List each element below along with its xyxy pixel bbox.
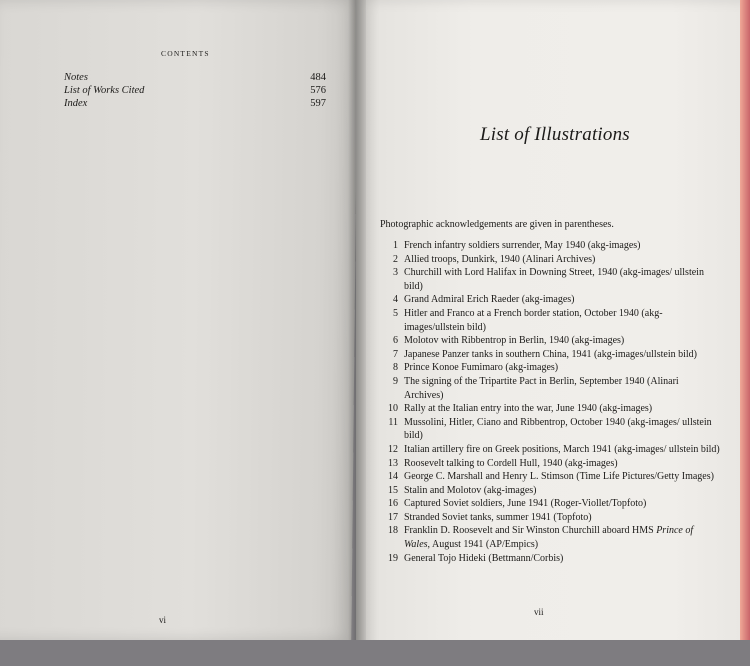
list-item <box>380 361 720 375</box>
item-number: 18 <box>388 525 398 537</box>
item-number: 2 <box>393 253 398 265</box>
item-number: 16 <box>388 498 398 510</box>
page-number-right: vii <box>534 607 544 617</box>
item-text: French infantry soldiers surrender, May 1940 (akg-images) <box>404 240 641 251</box>
item-text-part: Franklin D. Roosevelt and Sir Winston Churchill aboard HMS <box>404 525 657 537</box>
book-gutter <box>348 0 366 650</box>
table-of-contents <box>64 71 326 110</box>
item-text: General Tojo Hideki (Bettmann/Corbis) <box>404 552 564 564</box>
ship-name: Prince of Wales <box>404 525 694 551</box>
list-item <box>380 443 720 457</box>
toc-page: 484 <box>310 72 326 83</box>
item-text: Captured Soviet soldiers, June 1941 (Roger-Viollet/Topfoto) <box>404 498 647 510</box>
item-number: 7 <box>393 348 398 360</box>
list-item <box>380 375 720 402</box>
list-item <box>380 402 720 416</box>
item-number: 13 <box>388 457 398 469</box>
item-number: 3 <box>393 267 398 279</box>
toc-row <box>64 97 326 110</box>
item-text-part: , August 1941 (AP/Empics) <box>427 539 539 551</box>
item-text: Italian artillery fire on Greek positions, March 1941 (akg-images/ ullstein bild) <box>404 443 720 455</box>
list-item <box>380 239 720 253</box>
list-item <box>380 307 720 334</box>
list-item <box>380 497 720 511</box>
item-text: Mussolini, Hitler, Ciano and Ribbentrop, October 1940 (akg-images/ ullstein bild) <box>404 416 712 442</box>
item-text <box>404 525 693 550</box>
acknowledgement-note: Photographic acknowledgements are given in parentheses. <box>380 219 614 230</box>
item-number: 5 <box>393 307 398 319</box>
list-item <box>380 524 720 551</box>
item-number: 10 <box>388 403 398 415</box>
item-number: 19 <box>388 552 398 564</box>
list-item <box>380 457 720 471</box>
page-title: List of Illustrations <box>480 124 630 145</box>
toc-page: 576 <box>310 85 326 96</box>
item-text: Hitler and Franco at a French border station, October 1940 (akg-images/ullstein bild) <box>404 307 663 333</box>
item-text: Japanese Panzer tanks in southern China, 1941 (akg-images/ullstein bild) <box>404 348 697 360</box>
item-number: 1 <box>393 240 398 251</box>
item-number: 11 <box>388 416 398 428</box>
item-text: Prince Konoe Fumimaro (akg-images) <box>404 362 559 374</box>
list-item <box>380 511 720 525</box>
item-number: 6 <box>393 335 398 347</box>
item-number: 8 <box>393 362 398 374</box>
list-item <box>380 552 720 566</box>
illustration-list <box>380 239 720 565</box>
item-number: 12 <box>388 443 398 455</box>
item-number: 17 <box>388 511 398 523</box>
list-item <box>380 348 720 362</box>
page-number-left: vi <box>159 615 167 625</box>
item-number: 15 <box>388 484 398 496</box>
item-text: Stranded Soviet tanks, summer 1941 (Topfoto) <box>404 511 592 523</box>
item-text: The signing of the Tripartite Pact in Berlin, September 1940 (Alinari Archives) <box>404 375 679 401</box>
item-text: Stalin and Molotov (akg-images) <box>404 484 537 496</box>
item-text: George C. Marshall and Henry L. Stimson (Time Life Pictures/Getty Images) <box>404 471 714 483</box>
item-text: Roosevelt talking to Cordell Hull, 1940 (akg-images) <box>404 457 618 469</box>
toc-page: 597 <box>310 98 326 109</box>
item-number: 9 <box>393 375 398 387</box>
item-text: Churchill with Lord Halifax in Downing Street, 1940 (akg-images/ ullstein bild) <box>404 267 704 292</box>
background-edge <box>740 0 750 666</box>
list-item <box>380 266 720 293</box>
item-text: Rally at the Italian entry into the war, June 1940 (akg-images) <box>404 403 653 415</box>
list-item <box>380 470 720 484</box>
list-item <box>380 293 720 307</box>
toc-title: List of Works Cited <box>64 85 145 96</box>
toc-row <box>64 84 326 97</box>
toc-title: Index <box>64 98 88 109</box>
toc-row <box>64 71 326 84</box>
list-item <box>380 253 720 267</box>
toc-title: Notes <box>64 72 88 83</box>
list-item <box>380 484 720 498</box>
background-strip <box>0 640 750 666</box>
item-number: 4 <box>393 294 398 306</box>
item-text: Grand Admiral Erich Raeder (akg-images) <box>404 294 575 306</box>
item-text: Molotov with Ribbentrop in Berlin, 1940 (akg-images) <box>404 335 625 347</box>
list-item <box>380 416 720 443</box>
contents-header: CONTENTS <box>161 49 210 58</box>
list-item <box>380 334 720 348</box>
item-text: Allied troops, Dunkirk, 1940 (Alinari Archives) <box>404 253 596 265</box>
item-number: 14 <box>388 471 398 483</box>
